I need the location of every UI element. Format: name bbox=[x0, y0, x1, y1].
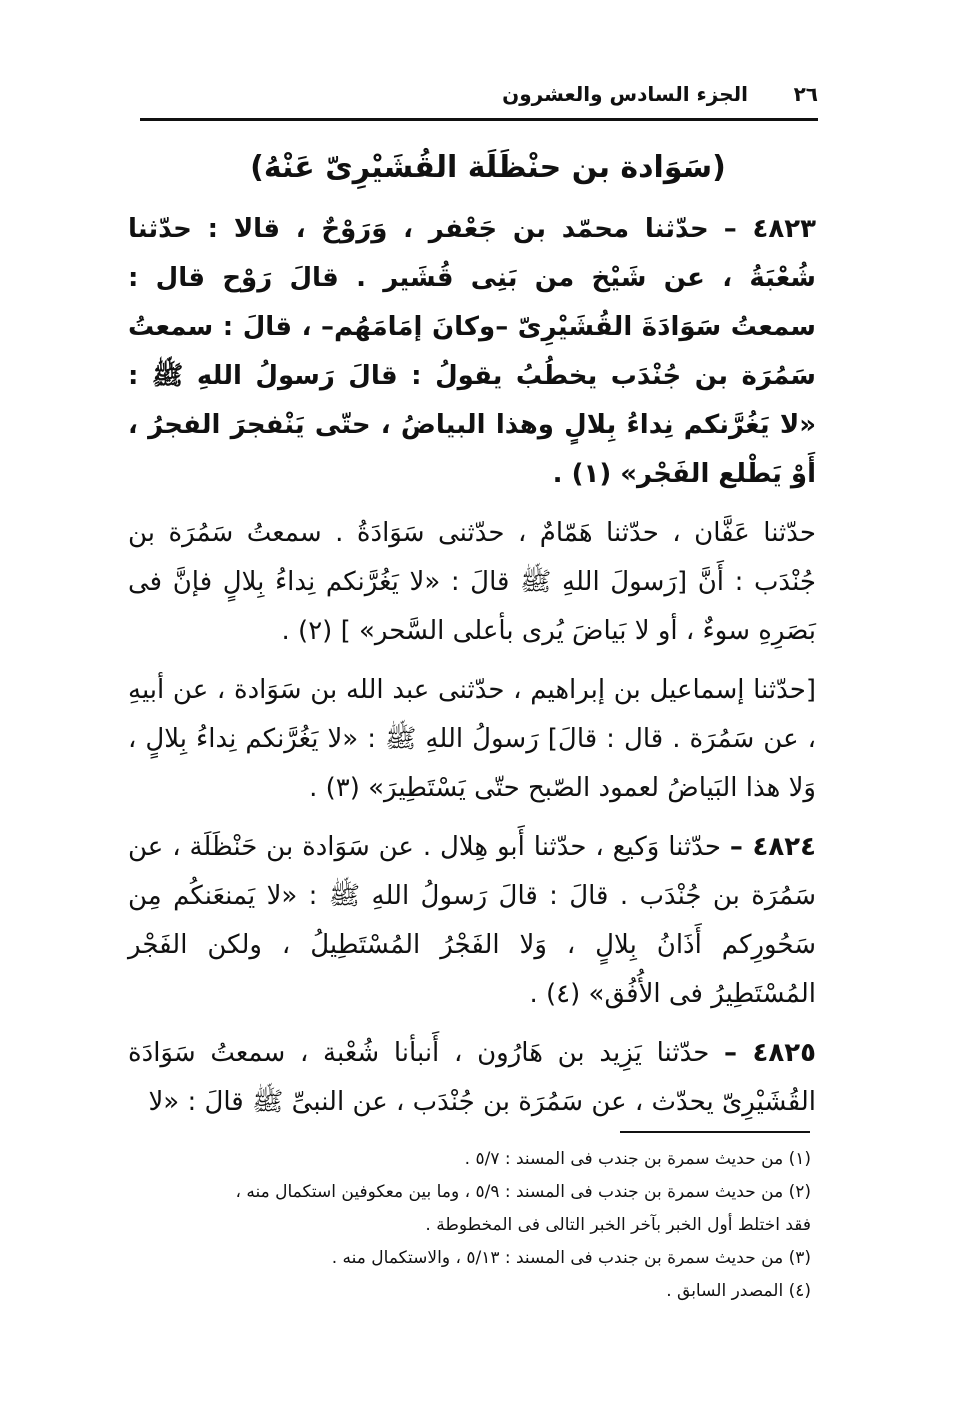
page-number: ٢٦ bbox=[793, 82, 818, 106]
header-title: الجزء السادس والعشرون bbox=[502, 82, 748, 106]
footnote-2: (٢) من حديث سمرة بن جندب فى المسند : ٥/٩ ، وما بين معكوفين استكمال منه ، bbox=[235, 1182, 811, 1202]
paragraph-4825 bbox=[128, 1029, 816, 1127]
paragraph-text: حدّثنا يَزِيد بن هَارُون ، أَنبأنا شُعْبة ، سمعتُ سَوَادَة القُشَيْرِىّ يحدّث ، عن سَمُرَة بن جُنْدَب ، عن النبىِّ ﷺ قالَ : «لا bbox=[128, 1038, 816, 1117]
body-text bbox=[128, 205, 816, 1137]
paragraph-4823 bbox=[128, 205, 816, 499]
footnote-rule bbox=[620, 1131, 810, 1133]
paragraph-affan bbox=[128, 509, 816, 656]
hadith-number: ٤٨٢٤ – bbox=[729, 832, 816, 862]
footnote-4: (٤) المصدر السابق . bbox=[666, 1281, 811, 1301]
footnote-1: (١) من حديث سمرة بن جندب فى المسند : ٥/٧ . bbox=[464, 1149, 811, 1169]
section-title: (سَوَادة بن حنْظَلَة القُشَيْرِىّ عَنْهُ) bbox=[250, 150, 726, 185]
paragraph-text: حدّثنا عَفَّان ، حدّثنا هَمّامٌ ، حدّثنى سَوَادَةُ . سمعتُ سَمُرَة بن جُنْدَب : أَنَّ [رَسولَ اللهِ ﷺ قالَ : «لا يَغُرَّنكم نِداءُ بِلالٍ فإنَّ فى بَصَرِهِ سوءٌ ، أو لا بَياضَ يُرى بأعلى السَّحر» ] (٢) . bbox=[128, 518, 816, 646]
footnote-3: (٣) من حديث سمرة بن جندب فى المسند : ٥/١٣ ، والاستكمال منه . bbox=[331, 1248, 811, 1268]
footnotes bbox=[155, 1143, 811, 1308]
paragraph-text: [حدّثنا إسماعيل بن إبراهيم ، حدّثنى عبد الله بن سَوَادة ، عن أبيهِ ، عن سَمُرَة . قال : قالَ] رَسولُ اللهِ ﷺ : «لا يَغُرَّنكم نِداءُ بِلالٍ ، وَلا هذا البَياضُ لعمود الصّبح حتّى يَسْتَطِيرَ» (٣) . bbox=[128, 675, 816, 803]
paragraph-text: حدّثنا محمّد بن جَعْفر ، وَرَوْحٌ ، قالا : حدّثنا شُعْبَةُ ، عن شَيْخ من بَنِى قُشَير . قالَ رَوْح قال : سمعتُ سَوَادَةَ القُشَيْرِىّ –وكانَ إمَامَهُم– ، قالَ : سمعتُ سَمُرَة بن جُنْدَب يخطُبُ يقولُ : قالَ رَسولُ اللهِ ﷺ : «لا يَغُرَّنكم نِداءُ بِلالٍ وهذا البياضُ ، حتّى يَنْفجرَ الفجرُ ، أَوْ يَطْلع الفَجْر» (١) . bbox=[128, 214, 816, 489]
hadith-number: ٤٨٢٥ – bbox=[724, 1038, 817, 1068]
running-header bbox=[150, 78, 826, 112]
paragraph-ismail bbox=[128, 666, 816, 813]
paragraph-4824 bbox=[128, 823, 816, 1019]
paragraph-text: حدّثنا وَكيع ، حدّثنا أَبو هِلال . عن سَوَادة بن حَنْظَلَة ، عن سَمُرَة بن جُنْدَب . قالَ : قالَ رَسولُ اللهِ ﷺ : «لا يَمنعَنكُم مِن سَحُورِكم أَذَانُ بِلالٍ ، وَلا الفَجْرُ المُسْتَطِيلُ ، ولكن الفَجْر المُسْتَطِيرُ فى الأُفُق» (٤) . bbox=[128, 832, 816, 1009]
hadith-number: ٤٨٢٣ – bbox=[723, 214, 816, 244]
header-rule bbox=[140, 118, 818, 121]
footnote-2-continuation: فقد اختلط أول الخبر بآخر الخبر التالى فى المخطوطة . bbox=[425, 1215, 811, 1235]
